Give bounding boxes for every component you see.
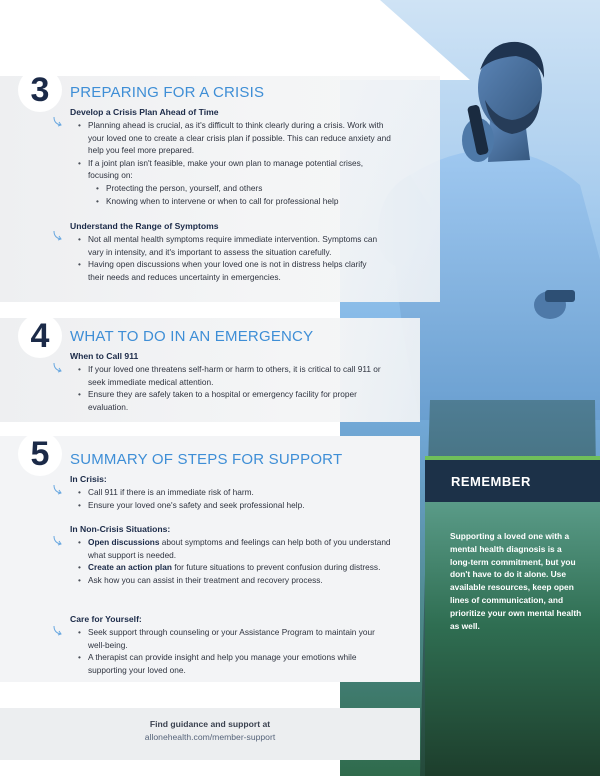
list-item-bold: Create an action plan — [88, 562, 172, 573]
list-item: • Seek support through counseling or your Assistance Program to maintain your well-being. — [78, 626, 378, 651]
list-item — [78, 536, 393, 561]
footer-guidance-text: Find guidance and support at — [149, 719, 271, 729]
list-item: • Having open discussions when your loved one is not in distress helps clarify their needs and reduces uncertainty in emergencies. — [78, 258, 383, 283]
list-item-bold: Open discussions — [88, 537, 160, 547]
list-item: • If your loved one threatens self-harm or harm to others, it is critical to call 911 or seek immediate medical attention. — [78, 363, 393, 388]
list-item-text: for future situations to prevent confusion during distress. — [171, 562, 381, 573]
section-5-subhead-2: In Non-Crisis Situations: — [70, 524, 171, 534]
chevron-down-arrow-icon — [52, 116, 64, 128]
footer-link[interactable]: allonehealth.com/member-support — [144, 732, 276, 742]
list-item: • Knowing when to intervene or when to call for professional help — [78, 195, 393, 208]
list-item — [78, 574, 393, 587]
list-item: • Ensure they are safely taken to a hospital or emergency facility for proper evaluation. — [78, 388, 393, 413]
section-5-list-2 — [78, 536, 393, 586]
section-5-subhead-1: In Crisis: — [70, 474, 107, 484]
section-4-subhead: When to Call 911 — [70, 351, 139, 361]
chevron-down-arrow-icon — [52, 362, 64, 374]
chevron-down-arrow-icon — [52, 535, 64, 547]
list-item — [78, 561, 393, 574]
section-4-number: 4 — [18, 314, 62, 358]
remember-heading: REMEMBER — [425, 460, 600, 502]
section-5-list-1 — [78, 486, 393, 511]
section-3-list-2 — [78, 233, 383, 283]
section-5-subhead-3: Care for Yourself: — [70, 614, 142, 624]
section-4-list — [78, 363, 393, 413]
section-3-number: 3 — [18, 68, 62, 112]
section-3-subhead-2: Understand the Range of Symptoms — [70, 221, 219, 231]
chevron-down-arrow-icon — [52, 625, 64, 637]
chevron-down-arrow-icon — [52, 484, 64, 496]
section-5-list-3 — [78, 626, 378, 676]
list-item: • A therapist can provide insight and help you manage your emotions while supporting your loved one. — [78, 651, 378, 676]
section-3-list-1 — [78, 119, 393, 207]
list-item: • Not all mental health symptoms require immediate intervention. Symptoms can vary in intensity, and it's important to assess the situation carefully. — [78, 233, 383, 258]
section-5-title: SUMMARY OF STEPS FOR SUPPORT — [70, 451, 343, 468]
list-item: • Protecting the person, yourself, and others — [78, 182, 393, 195]
section-3-subhead-1: Develop a Crisis Plan Ahead of Time — [70, 107, 219, 117]
list-item-text: about symptoms and feelings can help both of you understand what support is needed. — [88, 537, 391, 560]
list-item: • Planning ahead is crucial, as it's difficult to think clearly during a crisis. Work with your loved one to create a clear crisis plan if possible. This can reduce anxiety and help you feel more prepared. — [78, 119, 393, 157]
chevron-down-arrow-icon — [52, 230, 64, 242]
section-3-title: PREPARING FOR A CRISIS — [70, 84, 265, 101]
list-item: • Call 911 if there is an immediate risk of harm. — [78, 486, 393, 499]
list-item: • Ensure your loved one's safety and seek professional help. — [78, 499, 393, 512]
header-diagonal — [0, 0, 600, 80]
section-5-number: 5 — [18, 432, 62, 476]
list-item-text: Ask how you can assist in their treatment and recovery process. — [88, 574, 323, 585]
remember-text: Supporting a loved one with a mental health diagnosis is a long-term commitment, but you don't have to do it alone. Use available resources, keep open lines of communication, and prioritize your own mental health as well. — [450, 531, 582, 631]
section-4-title: WHAT TO DO IN AN EMERGENCY — [70, 328, 314, 345]
list-item: • If a joint plan isn't feasible, make your own plan to manage potential crises, focusing on: — [78, 157, 393, 182]
